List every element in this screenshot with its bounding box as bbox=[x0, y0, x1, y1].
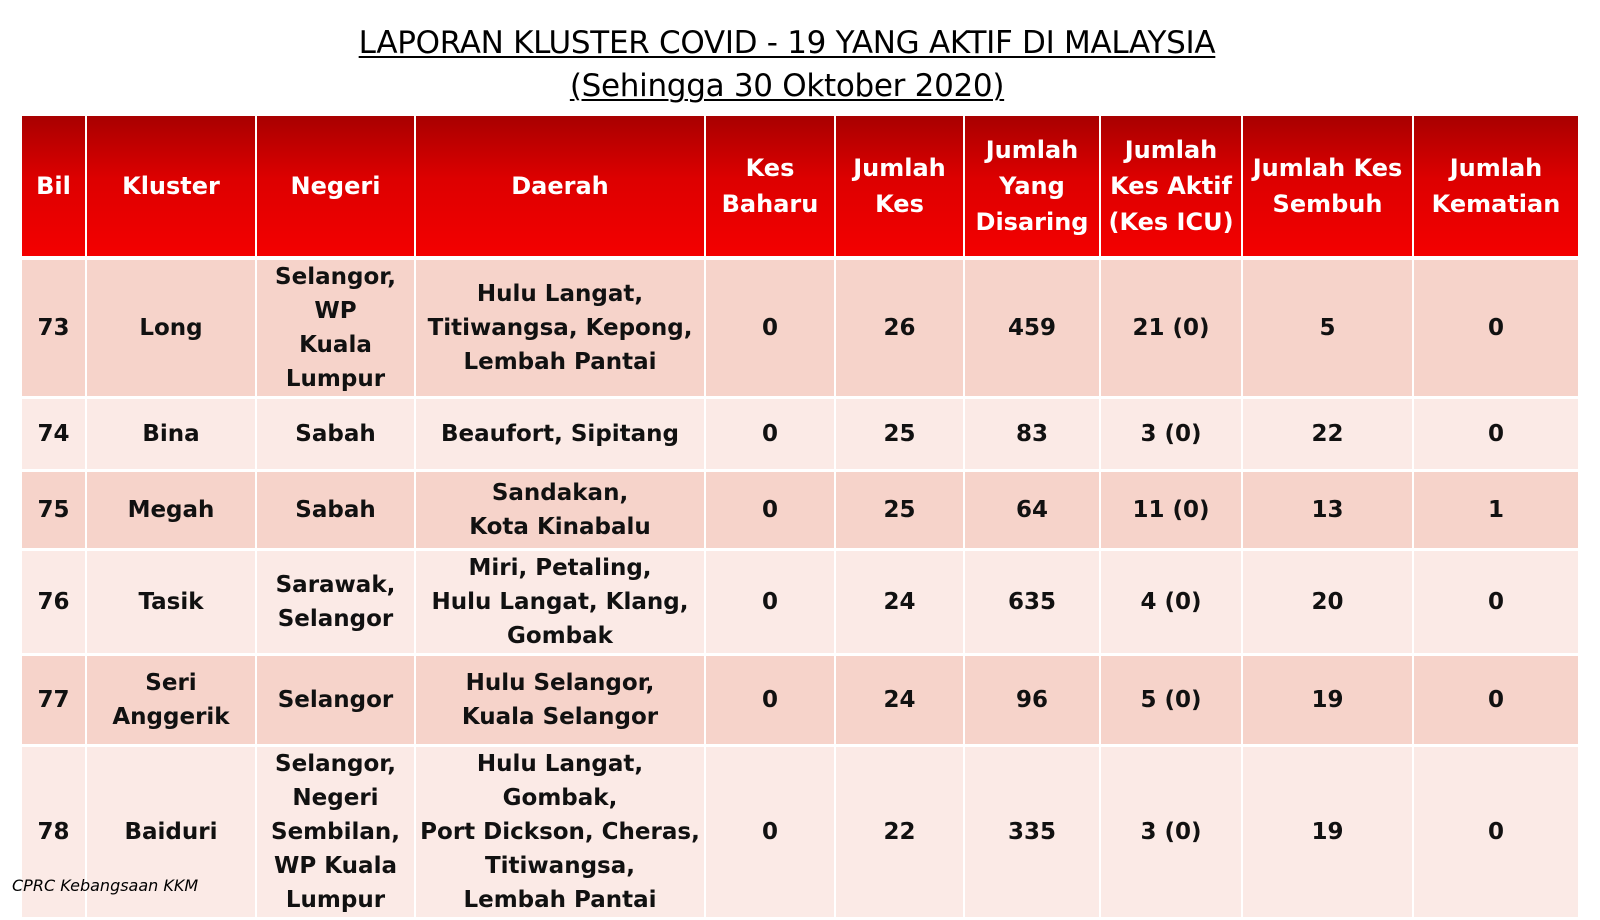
text-line: Jumlah bbox=[853, 154, 946, 182]
cell-kes-aktif: 3 (0) bbox=[1100, 398, 1242, 471]
text-line: Daerah bbox=[511, 172, 609, 200]
cell-kes-baharu: 0 bbox=[705, 746, 835, 919]
text-line: Kes Aktif bbox=[1110, 172, 1232, 200]
header-row bbox=[22, 116, 1578, 258]
cell-negeri bbox=[256, 258, 415, 398]
cell-kluster: Megah bbox=[86, 471, 256, 550]
text-line: Jumlah bbox=[1449, 154, 1543, 182]
table-row bbox=[22, 398, 1578, 471]
header-negeri bbox=[256, 116, 415, 258]
cell-kluster: Long bbox=[86, 258, 256, 398]
cell-kes-baharu: 0 bbox=[705, 398, 835, 471]
cell-bil: 78 bbox=[22, 746, 86, 919]
text-line: Lembah Pantai bbox=[463, 349, 657, 375]
cell-jumlah-disaring: 64 bbox=[964, 471, 1100, 550]
cell-jumlah-kes: 22 bbox=[835, 746, 964, 919]
text-line: Lembah Pantai bbox=[463, 887, 657, 913]
text-line: Selangor bbox=[277, 606, 394, 632]
cell-kes-baharu: 0 bbox=[705, 471, 835, 550]
cell-kluster: Bina bbox=[86, 398, 256, 471]
text-line: Negeri bbox=[292, 785, 379, 811]
cell-kluster: Baiduri bbox=[86, 746, 256, 919]
text-line: Beaufort, Sipitang bbox=[440, 421, 680, 447]
cell-daerah bbox=[415, 471, 705, 550]
text-line: Gombak bbox=[507, 623, 613, 649]
text-line: Baharu bbox=[721, 190, 819, 218]
cell-kes-aktif: 4 (0) bbox=[1100, 550, 1242, 655]
header-kes-aktif bbox=[1100, 116, 1242, 258]
cell-jumlah-kes: 24 bbox=[835, 550, 964, 655]
cell-negeri bbox=[256, 398, 415, 471]
table-header bbox=[22, 116, 1578, 258]
header-bil bbox=[22, 116, 86, 258]
report-title-block bbox=[0, 22, 1574, 108]
text-line: Sarawak, bbox=[275, 572, 396, 598]
text-line: Yang bbox=[999, 172, 1065, 200]
cell-jumlah-disaring: 83 bbox=[964, 398, 1100, 471]
header-jumlah-disaring bbox=[964, 116, 1100, 258]
table-row bbox=[22, 746, 1578, 919]
cell-jumlah-disaring: 335 bbox=[964, 746, 1100, 919]
text-line: Sembilan, bbox=[271, 819, 400, 845]
text-line: Kuala bbox=[299, 332, 372, 358]
text-line: Lumpur bbox=[285, 887, 386, 913]
cell-negeri bbox=[256, 471, 415, 550]
cell-jumlah-disaring: 459 bbox=[964, 258, 1100, 398]
cell-kes-baharu: 0 bbox=[705, 550, 835, 655]
text-line: Kematian bbox=[1431, 190, 1561, 218]
text-line: Sembuh bbox=[1272, 190, 1383, 218]
cell-kes-sembuh: 19 bbox=[1242, 746, 1413, 919]
cell-daerah bbox=[415, 550, 705, 655]
cell-kes-sembuh: 22 bbox=[1242, 398, 1413, 471]
table-row bbox=[22, 471, 1578, 550]
text-line: Bil bbox=[36, 172, 71, 200]
cell-negeri bbox=[256, 550, 415, 655]
cell-kes-baharu: 0 bbox=[705, 655, 835, 746]
cell-jumlah-disaring: 96 bbox=[964, 655, 1100, 746]
text-line: Titiwangsa, Kepong, bbox=[427, 315, 693, 341]
text-line: Port Dickson, Cheras, bbox=[420, 819, 700, 845]
table-row bbox=[22, 258, 1578, 398]
cluster-table bbox=[22, 116, 1578, 920]
cell-kluster: Seri Anggerik bbox=[86, 655, 256, 746]
table-row bbox=[22, 550, 1578, 655]
text-line: Kes bbox=[875, 190, 924, 218]
cell-kes-sembuh: 20 bbox=[1242, 550, 1413, 655]
text-line: Negeri bbox=[290, 172, 381, 200]
header-kes-sembuh bbox=[1242, 116, 1413, 258]
text-line: Hulu Selangor, bbox=[465, 670, 655, 696]
header-kes-baharu bbox=[705, 116, 835, 258]
text-line: Titiwangsa, bbox=[484, 853, 635, 879]
cell-kematian: 0 bbox=[1413, 655, 1578, 746]
text-line: Hulu Langat, Klang, bbox=[431, 589, 689, 615]
text-line: Jumlah Kes bbox=[1252, 154, 1403, 182]
text-line: Jumlah bbox=[985, 136, 1079, 164]
text-line: Kes bbox=[745, 154, 795, 182]
cell-daerah bbox=[415, 746, 705, 919]
cell-jumlah-disaring: 635 bbox=[964, 550, 1100, 655]
text-line: Selangor, WP bbox=[275, 264, 396, 324]
cell-kes-aktif: 11 (0) bbox=[1100, 471, 1242, 550]
text-line: Hulu Langat, Gombak, bbox=[476, 751, 644, 811]
cell-kematian: 0 bbox=[1413, 398, 1578, 471]
text-line: Hulu Langat, bbox=[476, 281, 644, 307]
cell-kes-sembuh: 19 bbox=[1242, 655, 1413, 746]
text-line: Sandakan, bbox=[491, 480, 629, 506]
cell-kematian: 0 bbox=[1413, 746, 1578, 919]
header-kluster bbox=[86, 116, 256, 258]
cell-negeri bbox=[256, 746, 415, 919]
text-line: Lumpur bbox=[285, 366, 386, 392]
text-line: (Kes ICU) bbox=[1108, 208, 1234, 236]
text-line: Selangor bbox=[277, 687, 394, 713]
cell-kematian: 0 bbox=[1413, 550, 1578, 655]
cell-bil: 74 bbox=[22, 398, 86, 471]
cell-kes-aktif: 5 (0) bbox=[1100, 655, 1242, 746]
cell-daerah bbox=[415, 655, 705, 746]
header-jumlah-kes bbox=[835, 116, 964, 258]
cell-kes-sembuh: 5 bbox=[1242, 258, 1413, 398]
cell-kes-aktif: 3 (0) bbox=[1100, 746, 1242, 919]
text-line: Kuala Selangor bbox=[461, 704, 659, 730]
text-line: Sabah bbox=[295, 421, 376, 447]
source-credit: CPRC Kebangsaan KKM bbox=[12, 876, 199, 895]
table-row bbox=[22, 655, 1578, 746]
cell-bil: 75 bbox=[22, 471, 86, 550]
text-line: Jumlah bbox=[1124, 136, 1218, 164]
cell-jumlah-kes: 26 bbox=[835, 258, 964, 398]
header-kematian bbox=[1413, 116, 1578, 258]
text-line: Selangor, bbox=[275, 751, 396, 777]
cell-kes-sembuh: 13 bbox=[1242, 471, 1413, 550]
table-body bbox=[22, 258, 1578, 919]
cell-kes-baharu: 0 bbox=[705, 258, 835, 398]
cell-kematian: 1 bbox=[1413, 471, 1578, 550]
cell-negeri bbox=[256, 655, 415, 746]
text-line: Sabah bbox=[295, 497, 376, 523]
cell-jumlah-kes: 25 bbox=[835, 398, 964, 471]
text-line: Miri, Petaling, bbox=[468, 555, 652, 581]
cell-kes-aktif: 21 (0) bbox=[1100, 258, 1242, 398]
cell-jumlah-kes: 25 bbox=[835, 471, 964, 550]
cell-bil: 76 bbox=[22, 550, 86, 655]
text-line: Kota Kinabalu bbox=[469, 514, 651, 540]
cell-kematian: 0 bbox=[1413, 258, 1578, 398]
cell-daerah bbox=[415, 258, 705, 398]
text-line: Disaring bbox=[975, 208, 1089, 236]
report-title: LAPORAN KLUSTER COVID - 19 YANG AKTIF DI MALAYSIA bbox=[358, 25, 1216, 61]
cell-jumlah-kes: 24 bbox=[835, 655, 964, 746]
cell-bil: 73 bbox=[22, 258, 86, 398]
header-daerah bbox=[415, 116, 705, 258]
cell-bil: 77 bbox=[22, 655, 86, 746]
text-line: Kluster bbox=[122, 172, 220, 200]
report-date-subtitle: (Sehingga 30 Oktober 2020) bbox=[569, 68, 1005, 104]
cell-daerah bbox=[415, 398, 705, 471]
cell-kluster: Tasik bbox=[86, 550, 256, 655]
text-line: WP Kuala bbox=[274, 853, 397, 879]
